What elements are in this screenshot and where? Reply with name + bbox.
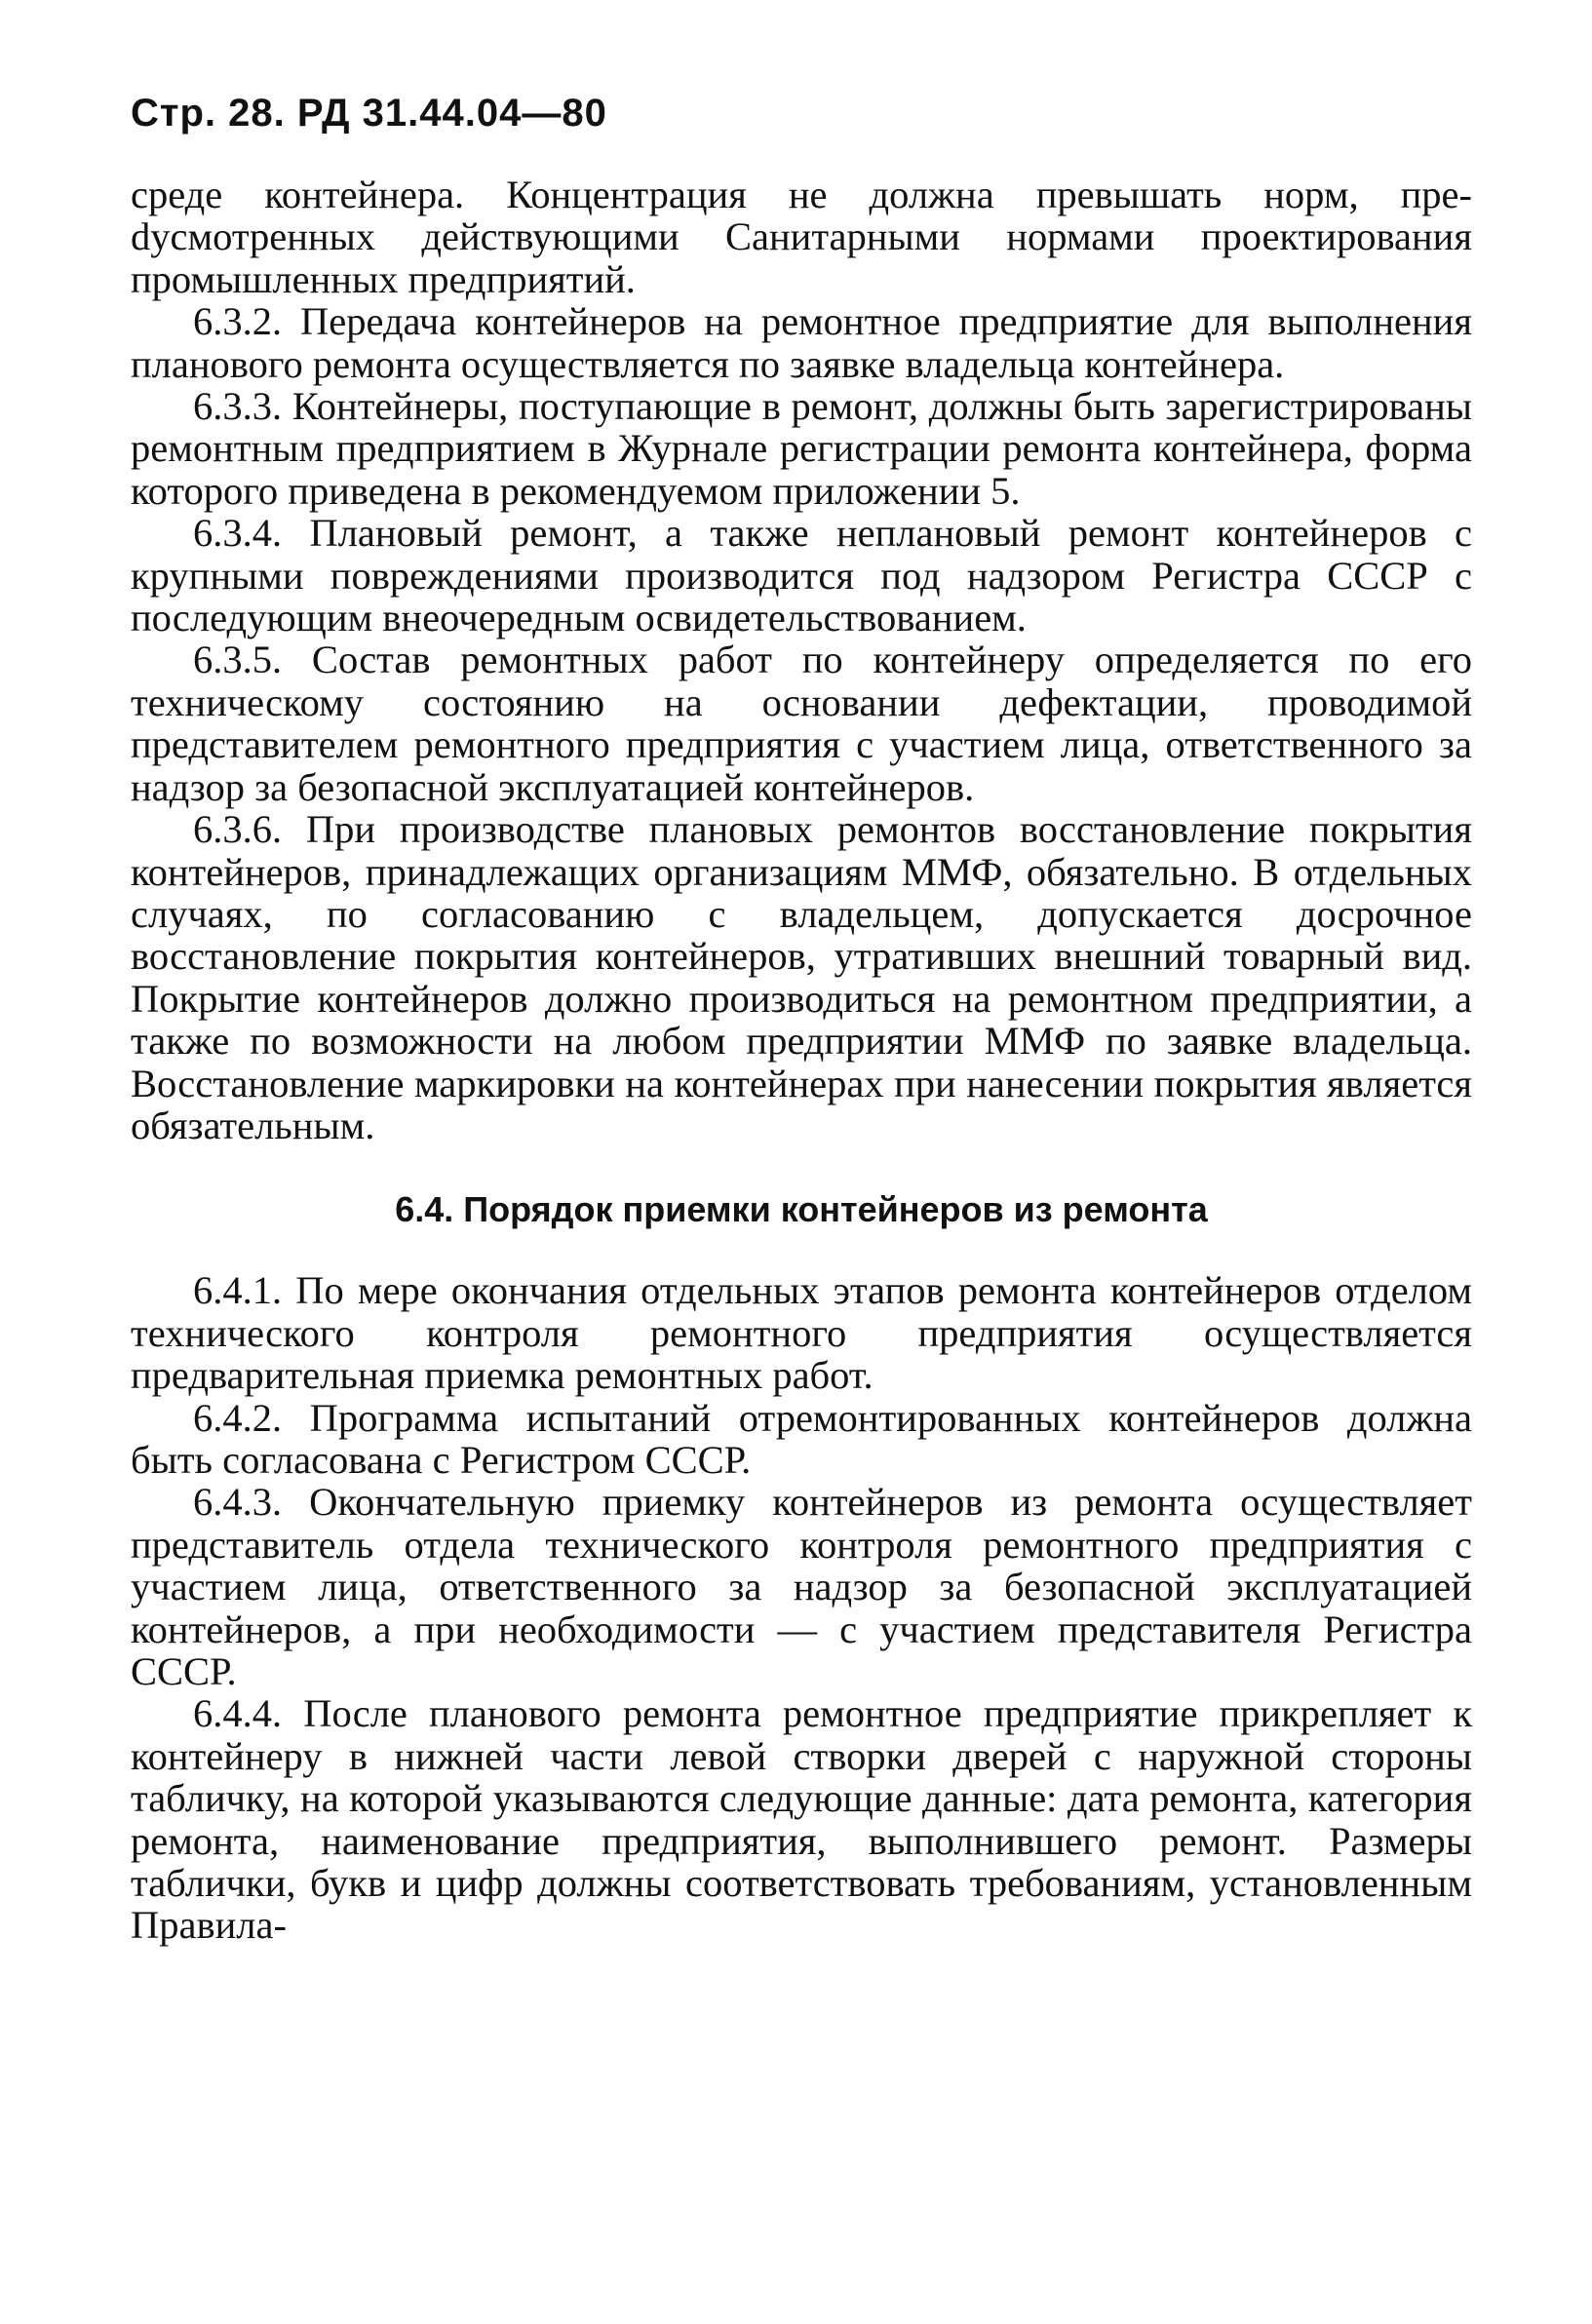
paragraph-6-4-4: 6.4.4. После планового ремонта ремонтное предприятие прикрепляет к контейнеру в нижней части левой створки дверей с наружной стороны табличку, на которой указываются следующие данные: дата ремонта, категория ремонта, наименование предприятия, выполнившего ремонт. Размеры таблички, букв и цифр должны соответствовать требованиям, установленным Правила- (131, 1691, 1472, 1948)
paragraph-6-3-2: 6.3.2. Передача контейнеров на ремонтное предприятие для выполнения планового ремонта осуществляется по заявке владельца контейнера. (131, 299, 1472, 386)
document-page (131, 86, 1472, 1947)
paragraph-6-4-2: 6.4.2. Программа испытаний отремонтированных контейнеров должна быть согласована с Регистром СССР. (131, 1395, 1472, 1482)
section-heading: 6.4. Порядок приемки контейнеров из ремонта (395, 1189, 1208, 1230)
page-header: Стр. 28. РД 31.44.04—80 (131, 92, 607, 135)
paragraph-6-3-4: 6.3.4. Плановый ремонт, а также неплановый ремонт контейнеров с крупными повреждениями производится под надзором Регистра СССР с последующим внеочередным освидетельствованием. (131, 511, 1472, 640)
paragraph-6-4-1: 6.4.1. По мере окончания отдельных этапов ремонта контейнеров отделом технического контроля ремонтного предприятия осуществляется предварительная приемка ремонтных работ. (131, 1268, 1472, 1398)
paragraph-6-3-5: 6.3.5. Состав ремонтных работ по контейнеру определяется по его техническому состоянию на основании дефектации, проводимой представителем ремонтного предприятия с участием лица, ответственного за надзор за безопасной эксплуатацией контейнеров. (131, 638, 1472, 809)
paragraph-6-4-3: 6.4.3. Окончательную приемку контейнеров из ремонта осуществляет представитель отдела технического контроля ремонтного предприятия с участием лица, ответственного за надзор за безопасной эксплуатацией контейнеров, а при необходимости — с участием представителя Регистра СССР. (131, 1480, 1472, 1693)
paragraph-continuation: среде контейнера. Концентрация не должна превышать норм, преdусмотренных действующими Санитарными нормами проектирования промышленных предприятий. (131, 173, 1472, 301)
paragraph-6-3-6: 6.3.6. При производстве плановых ремонтов восстановление покрытия контейнеров, принадлежащих организациям ММФ, обязательно. В отдельных случаях, по согласованию с владельцем, допускается досрочное восстановление покрытия контейнеров, утративших внешний товарный вид. Покрытие контейнеров должно производиться на ремонтном предприятии, а также по возможности на любом предприятии ММФ по заявке владельца. Восстановление маркировки на контейнерах при нанесении покрытия является обязательным. (131, 807, 1472, 1147)
paragraph-6-3-3: 6.3.3. Контейнеры, поступающие в ремонт, должны быть зарегистрированы ремонтным предприятием в Журнале регистрации ремонта контейнера, форма которого приведена в рекомендуемом приложении 5. (131, 384, 1472, 513)
